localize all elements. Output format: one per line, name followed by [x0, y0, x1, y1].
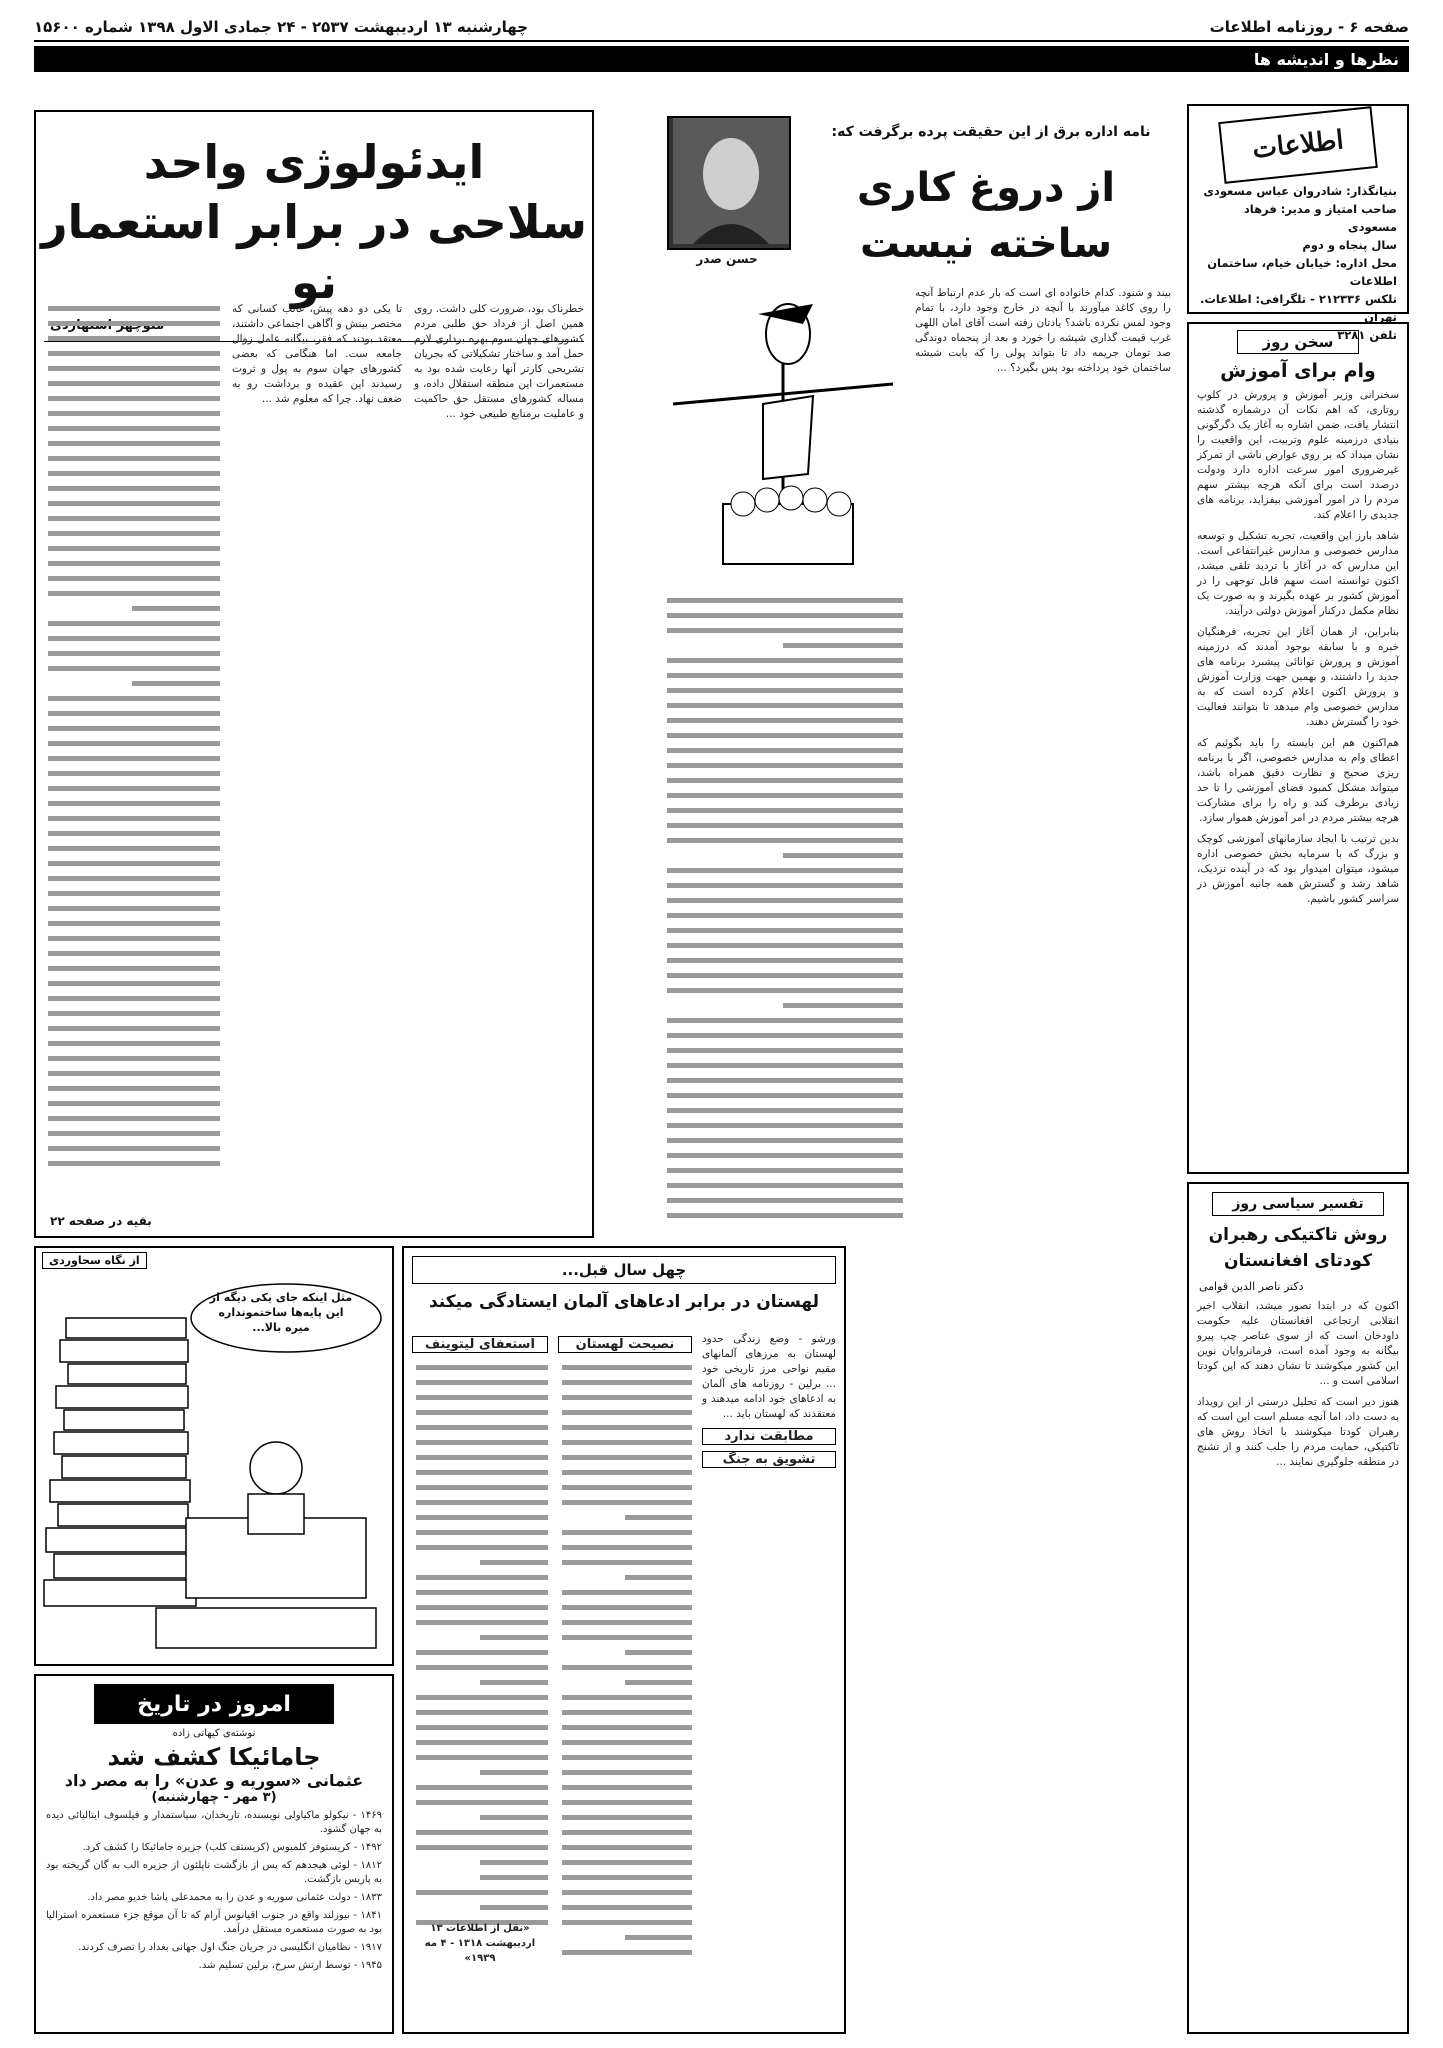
text-line: [625, 1680, 692, 1685]
text-line: [48, 396, 220, 401]
text-line: [416, 1590, 548, 1595]
text-line: [48, 876, 220, 881]
text-line: [783, 853, 903, 858]
text-line: [667, 958, 903, 963]
text-line: [48, 636, 220, 641]
history-item: ۱۸۴۱ - نیوزلند واقع در جنوب اقیانوس آرام که تا آن موقع جزء مستعمره استرالیا بود به صورت مستعمره مستقل درآمد.: [46, 1910, 382, 1935]
forty-years-headline: لهستان در برابر ادعاهای آلمان ایستادگی میکند: [428, 1292, 820, 1312]
text-line: [48, 1101, 220, 1106]
text-line: [48, 1026, 220, 1031]
text-line: [667, 973, 903, 978]
text-line: [48, 621, 220, 626]
text-line: [480, 1560, 548, 1565]
text-line: [48, 1086, 220, 1091]
text-line: [48, 801, 220, 806]
author-photo: [667, 116, 791, 250]
article-two-header: [657, 110, 1179, 280]
text-line: [562, 1410, 692, 1415]
text-line: [667, 1213, 903, 1218]
forty-years-col1: [702, 1332, 836, 2022]
text-line: [48, 816, 220, 821]
text-line: [48, 696, 220, 701]
text-line: [48, 891, 220, 896]
masthead-owner: صاحب امتیاز و مدیر: فرهاد مسعودی: [1243, 202, 1397, 234]
text-line: [48, 1056, 220, 1061]
text-line: [480, 1875, 548, 1880]
text-line: [48, 1146, 220, 1151]
text-line: [48, 381, 220, 386]
history-item: ۱۹۱۷ - نظامیان انگلیسی در جریان جنگ اول جهانی بغداد را تصرف کردند.: [78, 1942, 382, 1953]
text-line: [667, 613, 903, 618]
article-main-box: [34, 110, 594, 1238]
sokhan-rooz-p5: بدین ترتیب با ایجاد سازمانهای آموزشی کوچک و بزرگ که با سرمایه بخش خصوصی اداره میشود، میتوان امیدوار بود که در آینده نزدیک، شاهد رشد و گسترش همه جانبه آموزش در سراسر کشور باشیم.: [1197, 833, 1399, 905]
text-line: [416, 1740, 548, 1745]
text-line: [562, 1770, 692, 1775]
text-line: [416, 1785, 548, 1790]
text-line: [48, 831, 220, 836]
text-line: [48, 411, 220, 416]
text-line: [562, 1815, 692, 1820]
text-line: [667, 943, 903, 948]
continue-note: بقیه در صفحه ۲۲: [50, 1214, 152, 1228]
sokhan-rooz-p4: هم‌اکنون هم این بایسته را باید بگوئیم که اعطای وام به مدارس خصوصی، اگر با برنامه ریزی صحیح و نظارت دقیق همراه باشد، میتواند مشکل کمبود فضای آموزشی را تا حد زیادی برطرف کند و راه را برای مشارکت هرچه بیشتر مردم در امر آموزش هموار سازد.: [1197, 737, 1399, 824]
text-line: [667, 703, 903, 708]
text-line: [562, 1740, 692, 1745]
text-line: [48, 1161, 220, 1166]
text-line: [667, 868, 903, 873]
text-line: [667, 793, 903, 798]
sokhan-rooz-p2: شاهد بارز این واقعیت، تجربه تشکیل و توسعه مدارس خصوصی و مدارس غیرانتفاعی است. این مدارس که در آغاز با تردید تلقی میشد، اکنون توانسته است سهم قابل توجهی را در آموزش کشور بر عهده بگیرند و به صورت یک نظام مکمل درکنار آموزش دولتی درآیند.: [1197, 530, 1399, 617]
text-line: [48, 516, 220, 521]
text-line: [562, 1605, 692, 1610]
text-line: [480, 1815, 548, 1820]
author-name: حسن صدر: [696, 252, 758, 266]
article-two-text-lines: [663, 594, 903, 1214]
text-line: [562, 1785, 692, 1790]
text-line: [562, 1590, 692, 1595]
text-line: [667, 1108, 903, 1113]
text-line: [48, 501, 220, 506]
text-line: [416, 1725, 548, 1730]
text-line: [562, 1485, 692, 1490]
top-line: [34, 14, 1409, 42]
text-line: [48, 741, 220, 746]
text-line: [625, 1935, 692, 1940]
text-line: [562, 1695, 692, 1700]
text-line: [625, 1650, 692, 1655]
text-line: [48, 1116, 220, 1121]
text-line: [667, 988, 903, 993]
text-line: [562, 1425, 692, 1430]
text-line: [667, 1123, 903, 1128]
text-line: [562, 1380, 692, 1385]
text-line: [416, 1545, 548, 1550]
text-line: [562, 1920, 692, 1925]
masthead-logo: [1218, 106, 1378, 184]
history-byline: نوشته‌ی کیهانی زاده: [172, 1728, 256, 1739]
masthead-phone: تلفن ۳۲۸۱: [1337, 328, 1397, 342]
text-line: [562, 1710, 692, 1715]
text-line: [48, 561, 220, 566]
text-line: [48, 531, 220, 536]
text-line: [562, 1545, 692, 1550]
text-line: [48, 966, 220, 971]
text-line: [416, 1455, 548, 1460]
text-line: [625, 1515, 692, 1520]
text-line: [416, 1695, 548, 1700]
text-line: [667, 883, 903, 888]
history-banner: [94, 1684, 334, 1724]
text-line: [48, 996, 220, 1001]
text-line: [48, 726, 220, 731]
text-line: [667, 733, 903, 738]
text-line: [667, 1018, 903, 1023]
text-line: [416, 1410, 548, 1415]
forty-years-sub4: تشویق به جنگ: [702, 1451, 836, 1468]
history-title: جامائیکا کشف شد: [107, 1743, 321, 1771]
text-line: [667, 1033, 903, 1038]
text-line: [625, 1575, 692, 1580]
cartoon-bubble: مثل اینکه جای یکی دیگه از این پایه‌ها ساختمونداره میره بالا...: [209, 1291, 353, 1334]
text-line: [667, 1168, 903, 1173]
text-line: [416, 1425, 548, 1430]
text-line: [48, 441, 220, 446]
text-line: [562, 1455, 692, 1460]
text-line: [562, 1875, 692, 1880]
text-line: [416, 1845, 548, 1850]
political-author: دکتر ناصر الدین قوامی: [1199, 1280, 1304, 1293]
sokhan-rooz-title: وام برای آموزش: [1220, 360, 1376, 382]
text-line: [48, 711, 220, 716]
article-main-col1-text: خطرناک بود، ضرورت کلی داشت. روی همین اصل از فرداد حق طلبی مردم کشورهای جهان سوم بهره برداری لازم حمل آمد و ساختار تشکیلاتی که بجریان تشریحی کارتر آنها رعایت شده بود به مستعمرات این منطقه استقلال داده، و مساله کشورهای مستقل حق حاکمیت و عاملیت برمنابع طبیعی خود ...: [414, 303, 584, 420]
text-line: [416, 1395, 548, 1400]
text-line: [416, 1530, 548, 1535]
text-line: [480, 1770, 548, 1775]
text-line: [562, 1845, 692, 1850]
date-line: چهارشنبه ۱۳ اردیبهشت ۲۵۳۷ - ۲۴ جمادی الاول ۱۳۹۸ شماره ۱۵۶۰۰: [34, 18, 528, 36]
text-line: [667, 598, 903, 603]
forty-years-banner-text: چهل سال قبل...: [561, 1261, 687, 1279]
text-line: [416, 1605, 548, 1610]
text-line: [416, 1470, 548, 1475]
text-line: [48, 591, 220, 596]
text-line: [48, 351, 220, 356]
text-line: [562, 1440, 692, 1445]
text-line: [48, 921, 220, 926]
sokhan-rooz-p3: بنابراین، از همان آغاز این تجربه، فرهنگیان خبره و با سابقه بوجود آمدند که درزمینه آموزش و پرورش توانائی پیشبرد برنامه های جدید را داشتند، و بهمین جهت وزارت آموزش و پرورش اکنون اعلام کرده است که به مدارس خصوصی وام میدهد تا بتوانند فعالیت خود را گسترش دهند.: [1197, 626, 1399, 728]
text-line: [562, 1635, 692, 1640]
cartoon-label: از نگاه سحاوردی: [42, 1252, 147, 1269]
text-line: [48, 906, 220, 911]
text-line: [562, 1395, 692, 1400]
article-main-title2: سلاحی در برابر استعمار نو: [41, 195, 587, 309]
text-line: [416, 1650, 548, 1655]
text-line: [48, 486, 220, 491]
forty-years-box: [402, 1246, 846, 2034]
text-line: [48, 951, 220, 956]
article-two-col-left: [663, 594, 903, 1214]
article-main-col1: [414, 302, 584, 1202]
text-line: [48, 456, 220, 461]
text-line: [667, 1063, 903, 1068]
article-two-body: بیند و شنود. کدام خانواده ای است که بار عدم ارتباط آنچه را روی کاغذ میآورند با آنچه در خارج وجود دارد، با تمام وجود لمس نکرده باشد؟ یادتان رفته است آقای امان اللهی غرب قیمت گذاری شیشه را خورد و بعد از پنجماه دوندگی صد تومان جریمه داد تا بتواند پولی را که بابت شیشه ساختمان خود پرداخته بود پس بگیرد؟ ...: [915, 287, 1171, 374]
forty-years-col3: [412, 1332, 548, 2022]
text-line: [783, 1003, 903, 1008]
history-item: ۱۴۹۲ - کریستوفر کلمبوس (کریستف کلب) جزیره جامائیکا را کشف کرد.: [82, 1842, 382, 1853]
forty-years-col2: [558, 1332, 692, 2022]
text-line: [416, 1485, 548, 1490]
text-line: [667, 718, 903, 723]
text-line: [48, 1041, 220, 1046]
text-line: [48, 771, 220, 776]
text-line: [667, 1198, 903, 1203]
political-kicker: تفسیر سیاسی روز: [1212, 1192, 1384, 1216]
text-line: [667, 808, 903, 813]
sokhan-rooz-p1: سخنرانی وزیر آموزش و پرورش در کلوپ روتاری، که اهم نکات آن درشماره گذشته انتشار یافت، ضمن اشاره به آغاز یک دگرگونی بنیادی درزمینه علوم وتربیت، این واقعیت را نشان میداد که بر روی عوارض ناشی از تمرکز غیرضروری امور سرعت اداره دارد ودولت درصدد است برای آنکه هرچه بیشتر سهم مردم را در امور آموزشی بیفزاید، برنامه های جدیدی را اعلام کند.: [1197, 389, 1399, 521]
article-main-text-lines: [44, 302, 220, 1162]
text-line: [480, 1860, 548, 1865]
text-line: [562, 1470, 692, 1475]
text-line: [562, 1890, 692, 1895]
text-line: [48, 936, 220, 941]
text-line: [48, 546, 220, 551]
text-line: [416, 1500, 548, 1505]
text-line: [48, 321, 220, 326]
text-line: [48, 1011, 220, 1016]
text-line: [562, 1530, 692, 1535]
text-line: [783, 643, 903, 648]
text-line: [416, 1365, 548, 1370]
history-item: ۱۸۱۲ - لوئی هیجدهم که پس از بازگشت ناپلئون از جزیره الب به گان گریخته بود به پاریس بازگشت.: [46, 1860, 382, 1885]
forty-years-source: «نقل از اطلاعات ۱۳ اردیبهشت ۱۳۱۸ - ۴ مه ۱۹۳۹»: [424, 1923, 536, 1964]
article-two-title: از دروغ کاری ساخته نیست: [856, 165, 1116, 267]
political-title: روش تاکتیکی رهبران کودتای افغانستان: [1208, 1225, 1388, 1271]
history-subtitle: عثمانی «سوریه و عدن» را به مصر داد: [64, 1771, 364, 1790]
history-item: ۱۹۴۵ - توسط ارتش سرخ، برلین تسلیم شد.: [198, 1960, 382, 1971]
text-line: [667, 658, 903, 663]
sokhan-rooz-kicker: سخن روز: [1237, 330, 1359, 354]
section-bar: [34, 46, 1409, 72]
article-two-box: [657, 104, 1179, 1232]
text-line: [48, 786, 220, 791]
text-line: [562, 1500, 692, 1505]
text-line: [416, 1515, 548, 1520]
text-line: [48, 576, 220, 581]
text-line: [562, 1905, 692, 1910]
article-main-title1: ایدئولوژی واحد: [143, 135, 485, 189]
scarecrow-illustration: [663, 284, 903, 584]
text-line: [667, 778, 903, 783]
text-line: [416, 1665, 548, 1670]
text-line: [562, 1665, 692, 1670]
text-line: [48, 1071, 220, 1076]
text-line: [132, 606, 220, 611]
text-line: [480, 1680, 548, 1685]
text-line: [48, 306, 220, 311]
article-main-col2-text: تا یکی دو دهه پیش، غالب کسانی که مختصر بینش و آگاهی اجتماعی داشتند، معتقد بودند که فقر، بیگانه عامل زوال جامعه ست. اما هنگامی که بعضی کشورهای جهان سوم به پول و ثروت رسیدند این عقیده و برداشت رو به ضعف نهاد. چرا که معلوم شد ...: [232, 303, 402, 405]
political-body: اکنون که در ابتدا تصور میشد، انقلاب اخیر انقلابی ارتجاعی افغانستان علیه حکومت داودخان است که از سوی عناصر چپ پیرو بیگانه به وجود آمده است، فرمانروایان نوین این کشور میکوشند تا نشان دهند که این کودتا اسلامی است و ...: [1197, 1300, 1399, 1387]
text-line: [562, 1830, 692, 1835]
text-line: [562, 1365, 692, 1370]
text-line: [48, 336, 220, 341]
text-line: [416, 1800, 548, 1805]
logo-text: اطلاعات: [1251, 125, 1345, 165]
text-line: [48, 651, 220, 656]
text-line: [667, 1078, 903, 1083]
text-line: [416, 1575, 548, 1580]
section-title: نظرها و اندیشه ها: [1253, 49, 1399, 69]
text-line: [667, 628, 903, 633]
text-line: [667, 688, 903, 693]
text-line: [48, 666, 220, 671]
article-main-col3: [44, 302, 220, 1192]
text-line: [48, 471, 220, 476]
text-line: [48, 1131, 220, 1136]
text-line: [416, 1890, 548, 1895]
text-line: [667, 913, 903, 918]
text-line: [667, 1048, 903, 1053]
text-line: [48, 756, 220, 761]
text-line: [667, 763, 903, 768]
history-item: ۱۸۳۳ - دولت عثمانی سوریه و عدن را به محمدعلی پاشا خدیو مصر داد.: [87, 1892, 382, 1903]
text-line: [562, 1620, 692, 1625]
forty-years-sub3: مطابقت ندارد: [702, 1428, 836, 1445]
forty-years-body: ورشو - وضع زندگی حدود لهستان به مرزهای آلمانهای مقیم نواحی مرز تاریخی خود ... برلین - روزنامه های آلمان به ادعاهای خود ادامه میدهند و معتقدند که لهستان باید ...: [702, 1333, 836, 1420]
masthead-address: محل اداره: خیابان خیام، ساختمان اطلاعات: [1207, 256, 1397, 288]
text-line: [48, 981, 220, 986]
text-line: [667, 1153, 903, 1158]
text-line: [667, 928, 903, 933]
forty-years-banner: [412, 1256, 836, 1284]
text-line: [416, 1620, 548, 1625]
article-two-col-right: [915, 286, 1171, 1216]
sokhan-rooz-box: [1187, 322, 1409, 1174]
text-line: [416, 1830, 548, 1835]
text-line: [562, 1725, 692, 1730]
text-line: [480, 1905, 548, 1910]
history-banner-text: امروز در تاریخ: [137, 1691, 291, 1717]
text-line: [667, 823, 903, 828]
political-body2: هنوز دیر است که تحلیل درستی از این رویداد به دست داد، اما آنچه مسلم است این است که رهبران کودتا میکوشند با اتخاذ روش های تاکتیکی، حمایت مردم را جلب کنند و از تشنج در منطقه جلوگیری نمایند ...: [1197, 1396, 1399, 1468]
forty-years-sub1: نصیحت لهستان: [558, 1336, 692, 1353]
article-main-col2: [232, 302, 402, 1202]
text-line: [667, 898, 903, 903]
text-line: [667, 1183, 903, 1188]
article-two-kicker: نامه اداره برق از این حقیقت پرده برگرفت که:: [831, 124, 1151, 140]
text-line: [132, 681, 220, 686]
text-line: [416, 1380, 548, 1385]
text-line: [562, 1950, 692, 1955]
text-line: [416, 1755, 548, 1760]
history-items: [36, 1809, 392, 1973]
text-line: [667, 748, 903, 753]
forty-years-sub2: استعفای لیتوینف: [412, 1336, 548, 1353]
text-line: [667, 1093, 903, 1098]
text-line: [48, 861, 220, 866]
text-line: [416, 1710, 548, 1715]
text-line: [562, 1800, 692, 1805]
history-item: ۱۴۶۹ - نیکولو ماکیاولی نویسنده، تاریخدان، سیاستمدار و فیلسوف ایتالیائی دیده به جهان گشود.: [46, 1810, 382, 1835]
masthead-founder: بنیانگذار: شادروان عباس مسعودی: [1203, 184, 1397, 198]
masthead-telex: تلکس ۲۱۲۳۳۶ - تلگرافی: اطلاعات. تهران: [1199, 292, 1397, 324]
history-date: (۳ مهر - چهارشنبه): [151, 1790, 277, 1805]
text-line: [48, 846, 220, 851]
page-body: [34, 104, 1409, 2034]
page-label: صفحه ۶ - روزنامه اطلاعات: [1209, 18, 1409, 36]
text-line: [667, 838, 903, 843]
text-line: [562, 1755, 692, 1760]
text-line: [562, 1860, 692, 1865]
political-box: [1187, 1182, 1409, 2034]
cartoon-box: [34, 1246, 394, 1666]
text-line: [667, 1138, 903, 1143]
text-line: [562, 1560, 692, 1565]
text-line: [667, 673, 903, 678]
text-line: [48, 426, 220, 431]
masthead-year: سال پنجاه و دوم: [1302, 238, 1397, 252]
text-line: [416, 1440, 548, 1445]
text-line: [48, 366, 220, 371]
history-box: [34, 1674, 394, 2034]
text-line: [480, 1635, 548, 1640]
